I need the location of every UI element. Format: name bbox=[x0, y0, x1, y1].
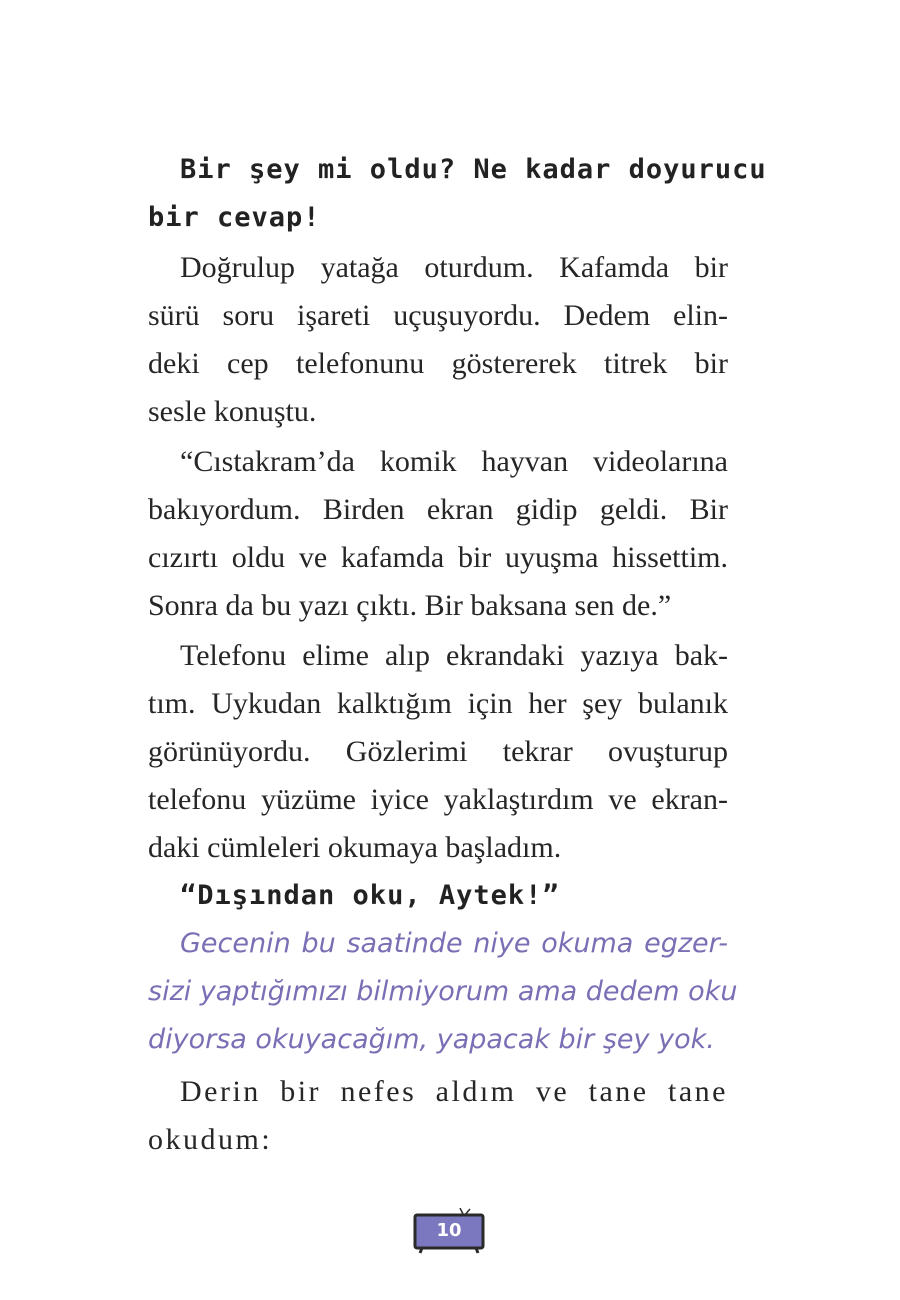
handwritten-line: bir cevap! bbox=[148, 202, 321, 233]
body-line: cızırtı oldu ve kafamda bir uyuşma hissettim. bbox=[148, 541, 728, 574]
body-line: görünüyordu. Gözlerimi tekrar ovuşturup bbox=[148, 735, 728, 768]
page-number-badge bbox=[412, 1208, 486, 1254]
body-line: bakıyordum. Birden ekran gidip geldi. Bir bbox=[148, 493, 728, 526]
body-line: daki cümleleri okumaya başladım. bbox=[148, 831, 562, 864]
body-line: sürü soru işareti uçuşuyordu. Dedem elin- bbox=[148, 299, 728, 332]
italic-line: Gecenin bu saatinde niye okuma egzer- bbox=[180, 928, 728, 959]
body-line: “Cıstakram’da komik hayvan videolarına bbox=[180, 445, 728, 478]
body-line: deki cep telefonunu göstererek titrek bir bbox=[148, 347, 728, 380]
italic-line: diyorsa okuyacağım, yapacak bir şey yok. bbox=[148, 1024, 715, 1055]
handwritten-line: Bir şey mi oldu? Ne kadar doyurucu bbox=[180, 154, 767, 185]
body-line: okudum: bbox=[148, 1123, 273, 1156]
body-line: Telefonu elime alıp ekrandaki yazıya bak- bbox=[180, 639, 728, 672]
body-line: sesle konuştu. bbox=[148, 395, 317, 428]
body-line: Sonra da bu yazı çıktı. Bir baksana sen de.” bbox=[148, 589, 672, 622]
italic-line: sizi yaptığımızı bilmiyorum ama dedem oku bbox=[148, 976, 738, 1007]
body-line: tım. Uykudan kalktığım için her şey bulanık bbox=[148, 687, 728, 720]
body-line: Derin bir nefes aldım ve tane tane bbox=[180, 1075, 728, 1108]
handwritten-line: “Dışından oku, Aytek!” bbox=[180, 880, 560, 911]
body-line: telefonu yüzüme iyice yaklaştırdım ve ekran- bbox=[148, 783, 728, 816]
body-line: Doğrulup yatağa oturdum. Kafamda bir bbox=[180, 251, 728, 284]
page-number: 10 bbox=[436, 1220, 462, 1241]
